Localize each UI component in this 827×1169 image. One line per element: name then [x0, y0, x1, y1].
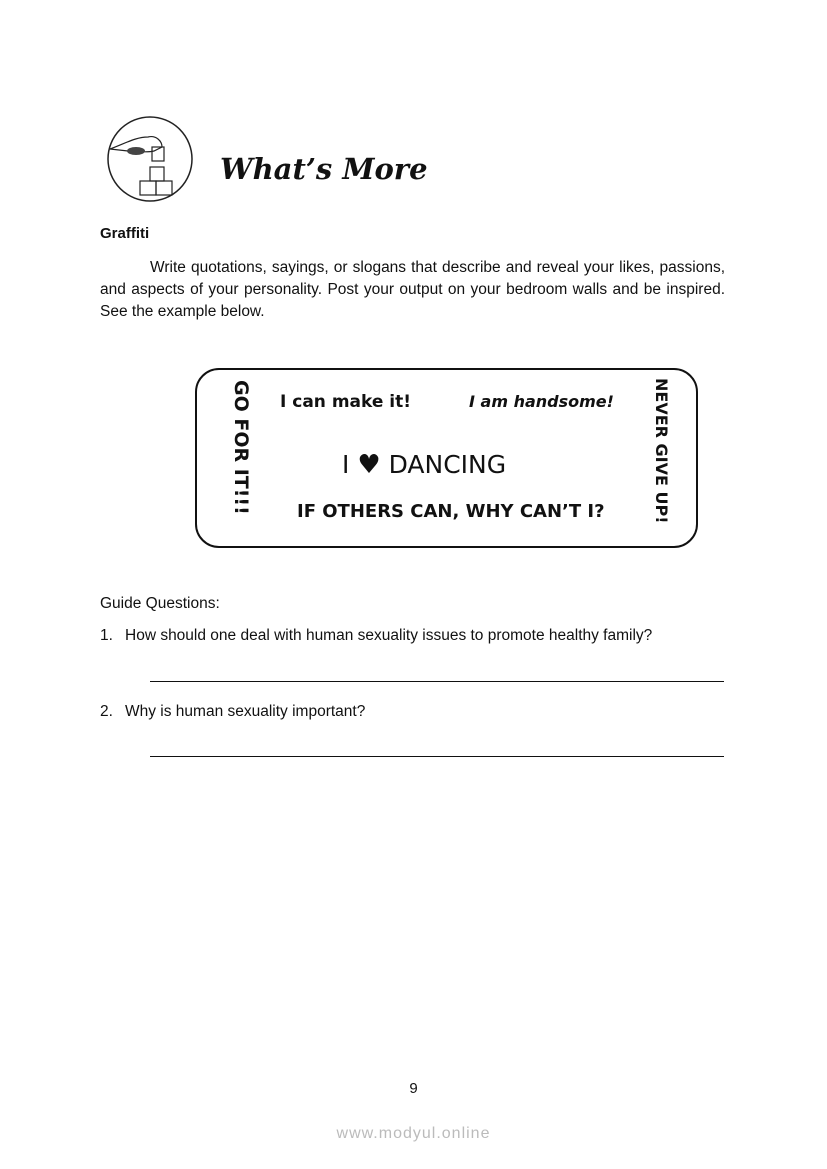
hand-stacking-blocks-icon — [106, 115, 194, 203]
instructions: Write quotations, sayings, or slogans that describe and reveal your likes, passions, and aspects of your personality. Post your output on your bedroom walls and be inspired. See the example below. — [100, 259, 725, 320]
section-title: Graffiti — [100, 225, 150, 242]
graffiti-line-4: IF OTHERS CAN, WHY CAN’T I? — [297, 501, 605, 522]
question-2 — [100, 703, 365, 721]
question-text: Why is human sexuality important? — [125, 703, 366, 720]
graffiti-left-text: GO FOR IT!!! — [230, 380, 252, 515]
guide-questions-label: Guide Questions: — [100, 595, 220, 612]
page-number: 9 — [409, 1080, 418, 1097]
graffiti-line-1: I can make it! — [280, 392, 412, 412]
love-suffix: DANCING — [388, 450, 507, 479]
graffiti-right-text: NEVER GIVE UP! — [652, 378, 671, 524]
graffiti-line-2: I am handsome! — [469, 392, 614, 411]
answer-line-2[interactable] — [150, 756, 724, 757]
graffiti-love-line — [342, 450, 506, 480]
love-prefix: I — [342, 450, 350, 479]
heart-icon: ♥ — [357, 450, 381, 480]
watermark: www.modyul.online — [336, 1125, 491, 1142]
question-number: 2. — [100, 703, 113, 720]
page-title: What’s More — [220, 152, 428, 186]
question-1 — [100, 627, 652, 645]
answer-line-1[interactable] — [150, 681, 724, 682]
graffiti-example — [195, 368, 698, 548]
question-text: How should one deal with human sexuality issues to promote healthy family? — [125, 627, 653, 644]
question-number: 1. — [100, 627, 113, 644]
